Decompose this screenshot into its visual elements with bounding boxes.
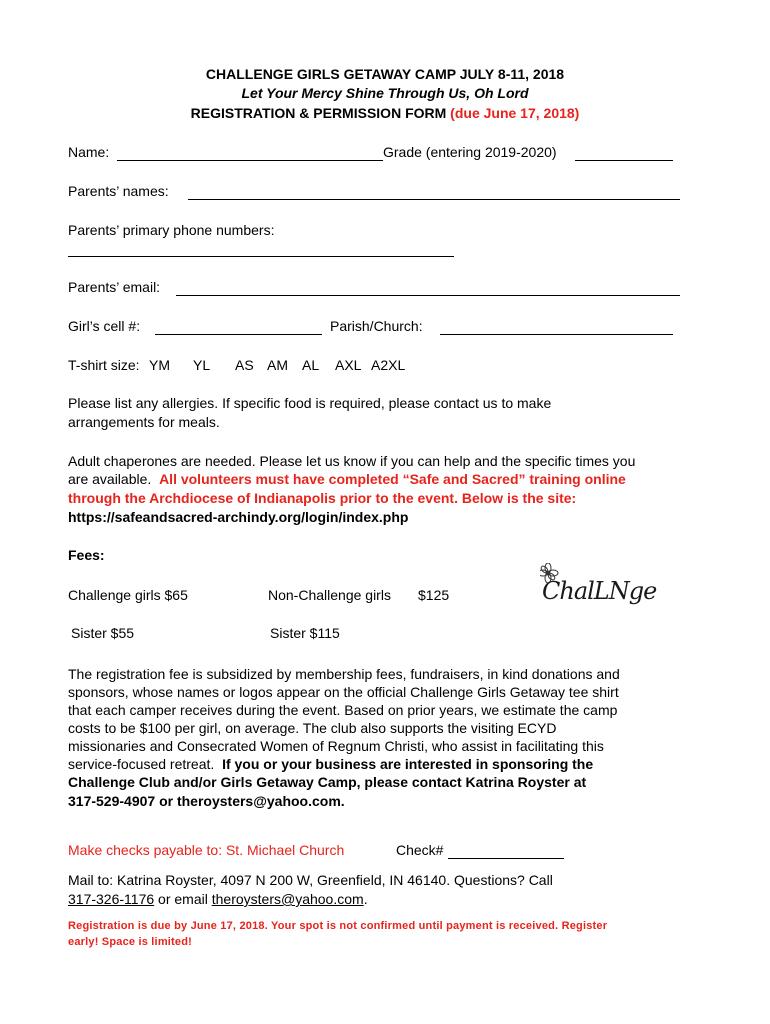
chaperones-available: are available. [68, 471, 152, 487]
mail-contact-line [68, 891, 368, 907]
subsidy-line-3: that each camper receives during the event. Based on prior years, we estimate the camp [68, 702, 618, 718]
checks-payable: Make checks payable to: St. Michael Church [68, 842, 345, 858]
sponsor-contact: 317-529-4907 or theroysters@yahoo.com. [68, 793, 345, 809]
allergies-line-2: arrangements for meals. [68, 414, 220, 430]
allergies-line-1: Please list any allergies. If specific food is required, please contact us to make [68, 395, 552, 411]
fees-heading: Fees: [68, 547, 105, 563]
challenge-logo [540, 563, 657, 618]
parish-label: Parish/Church: [330, 318, 423, 334]
tshirt-size-am[interactable]: AM [267, 357, 288, 373]
name-label: Name: [68, 144, 110, 160]
subsidy-line-2: sponsors, whose names or logos appear on the official Challenge Girls Getaway tee shirt [68, 684, 619, 700]
fee-sister-challenge: Sister $55 [71, 625, 135, 641]
check-number-field[interactable] [448, 858, 564, 859]
sponsor-invite-2: Challenge Club and/or Girls Getaway Camp, please contact Katrina Royster at [68, 774, 587, 790]
girls-cell-label: Girl’s cell #: [68, 318, 141, 334]
parish-field[interactable] [440, 334, 673, 335]
parents-email-label: Parents’ email: [68, 279, 161, 295]
training-requirement-2: through the Archdiocese of Indianapolis prior to the event. Below is the site: [68, 490, 577, 506]
chaperones-line-1: Adult chaperones are needed. Please let us know if you can help and the specific times you [68, 453, 636, 469]
fee-sister-non-challenge: Sister $115 [270, 625, 340, 641]
girls-cell-field[interactable] [155, 334, 322, 335]
parents-phone-field[interactable] [68, 256, 454, 257]
footer-notice-1: Registration is due by June 17, 2018. Your spot is not confirmed until payment is received. Register [68, 920, 608, 932]
fee-non-challenge-label: Non-Challenge girls [268, 587, 391, 603]
training-requirement-1: All volunteers must have completed “Safe and Sacred” training online [159, 471, 626, 487]
subsidy-line-6 [68, 756, 593, 772]
chaperones-line-2 [68, 471, 626, 487]
tshirt-size-ym[interactable]: YM [149, 357, 170, 373]
training-site-url[interactable]: https://safeandsacred-archindy.org/login/index.php [68, 509, 409, 525]
contact-email-link[interactable]: theroysters@yahoo.com [211, 891, 364, 907]
parents-names-field[interactable] [188, 199, 680, 200]
subsidy-line-1: The registration fee is subsidized by membership fees, fundraisers, in kind donations and [68, 666, 620, 682]
logo-text: ChalLNge [542, 577, 657, 605]
form-title-line [0, 105, 770, 121]
sponsor-invite-1: If you or your business are interested in sponsoring the [222, 756, 594, 772]
form-title: REGISTRATION & PERMISSION FORM [190, 105, 447, 121]
tshirt-size-a2xl[interactable]: A2XL [371, 357, 406, 373]
subsidy-retreat: service-focused retreat. [68, 756, 215, 772]
or-email-text: or email [154, 891, 212, 907]
tshirt-size-yl[interactable]: YL [193, 357, 211, 373]
footer-notice-2: early! Space is limited! [68, 936, 193, 948]
camp-title: CHALLENGE GIRLS GETAWAY CAMP JULY 8-11, 2018 [205, 66, 565, 82]
due-date-note: (due June 17, 2018) [450, 105, 580, 121]
contact-phone-link[interactable]: 317-326-1176 [68, 891, 155, 907]
name-field[interactable] [117, 160, 383, 161]
subsidy-line-4: costs to be $100 per girl, on average. The club also supports the visiting ECYD [68, 720, 557, 736]
mail-period: . [363, 891, 368, 907]
grade-field[interactable] [575, 160, 673, 161]
fee-non-challenge-price: $125 [418, 587, 450, 603]
check-number-label: Check# [396, 842, 444, 858]
tshirt-size-as[interactable]: AS [235, 357, 254, 373]
parents-names-label: Parents’ names: [68, 183, 169, 199]
tshirt-size-axl[interactable]: AXL [335, 357, 362, 373]
camp-subtitle: Let Your Mercy Shine Through Us, Oh Lord [241, 85, 529, 101]
parents-email-field[interactable] [176, 295, 680, 296]
tshirt-size-al[interactable]: AL [302, 357, 320, 373]
parents-phone-label: Parents’ primary phone numbers: [68, 222, 275, 238]
tshirt-label: T-shirt size: [68, 357, 140, 373]
mail-to-line: Mail to: Katrina Royster, 4097 N 200 W, Greenfield, IN 46140. Questions? Call [68, 872, 553, 888]
subsidy-line-5: missionaries and Consecrated Women of Regnum Christi, who assist in facilitating this [68, 738, 604, 754]
fee-challenge-girls: Challenge girls $65 [68, 587, 188, 603]
grade-label: Grade (entering 2019-2020) [383, 144, 557, 160]
